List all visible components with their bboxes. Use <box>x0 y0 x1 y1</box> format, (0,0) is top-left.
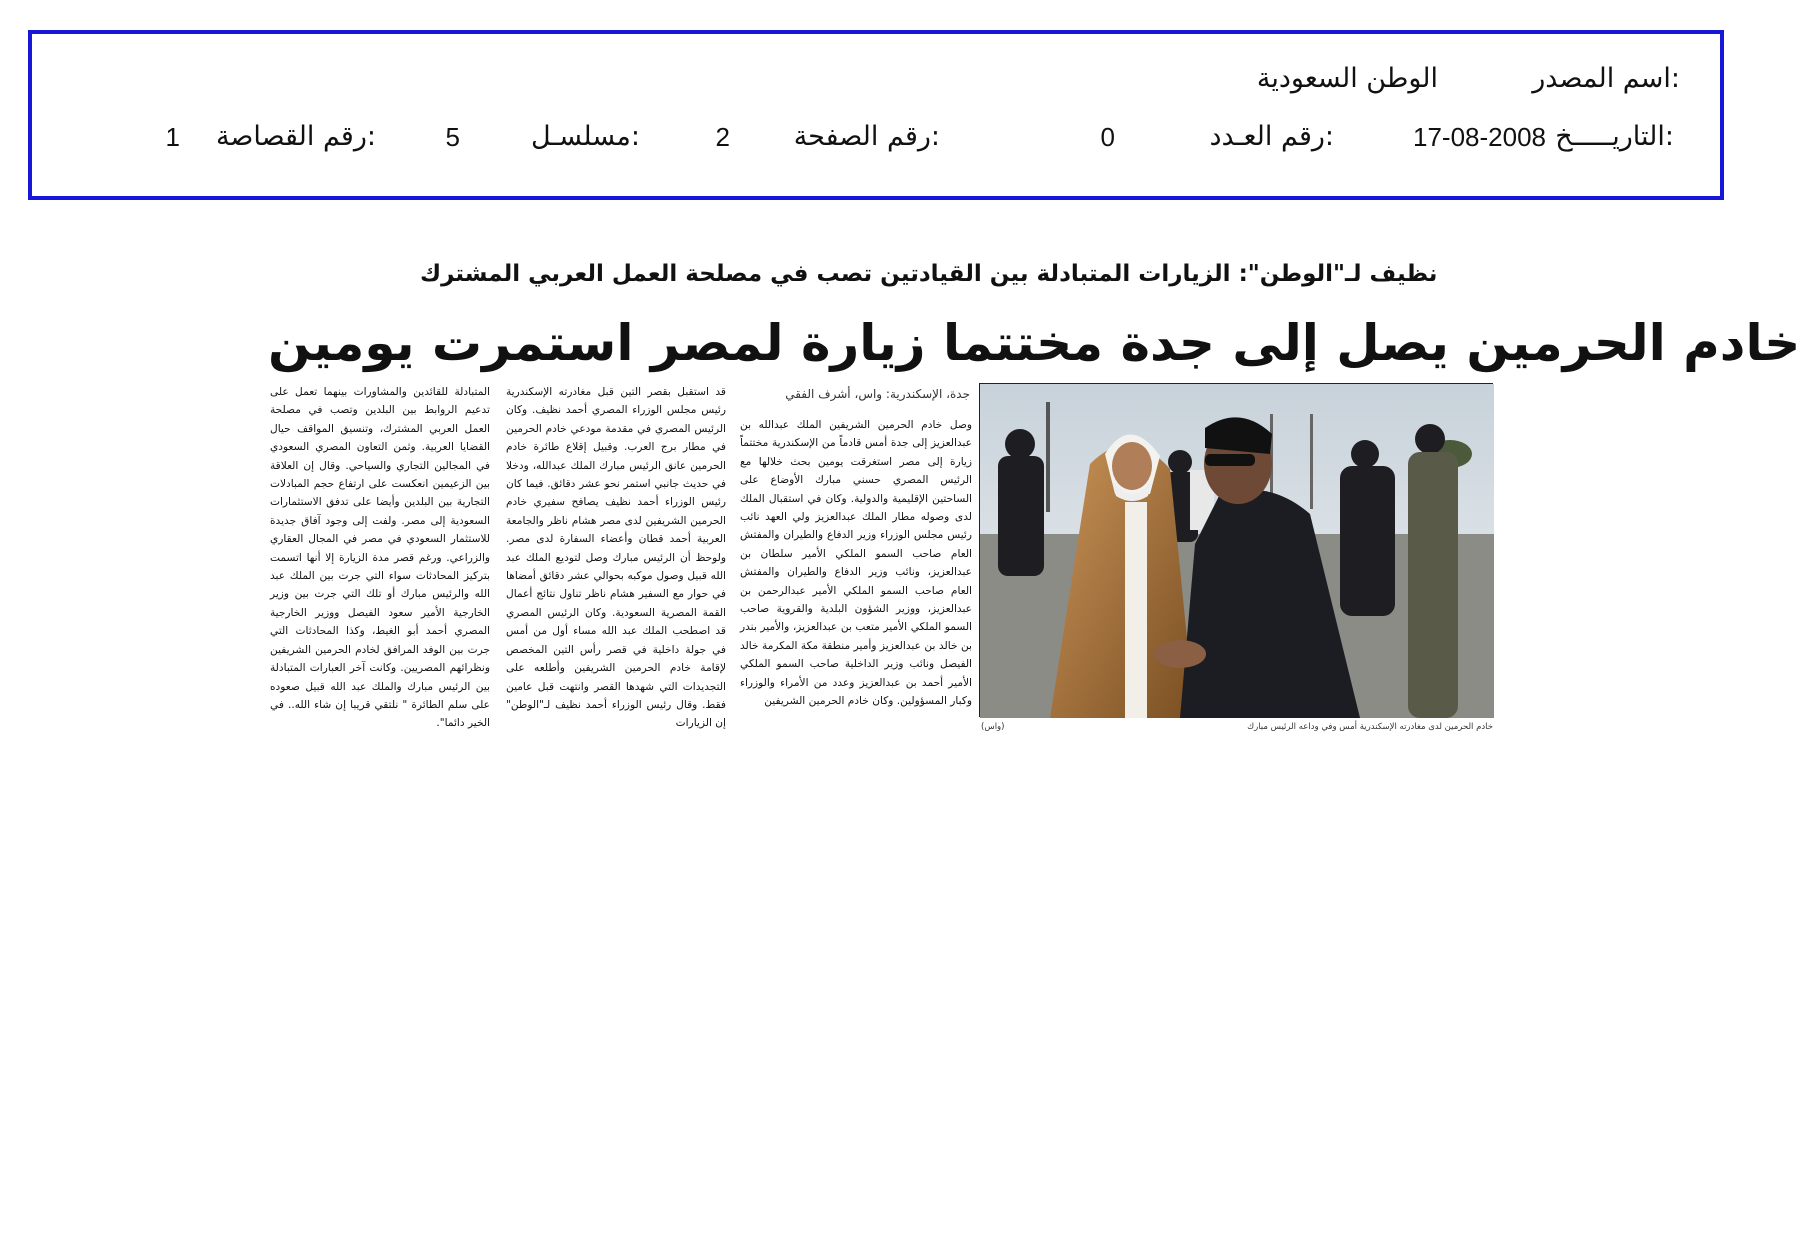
page-label: رقم الصفحة: <box>793 121 940 152</box>
serial-value: 5 <box>445 122 460 152</box>
article-column-2: قد استقبل بقصر التين قبل مغادرته الإسكندرية رئيس مجلس الوزراء المصري أحمد نظيف. وكان الرئيس المصري في مقدمة مودعي خادم الحرمين في مطار برج العرب. وقبيل إقلاع طائرة خادم الحرمين عانق الرئيس مبارك الملك عبدالله، ودخلا في حديث جانبي استمر نحو عشر دقائق. فيما كان رئيس الوزراء أحمد نظيف يصافح سفيري خادم الحرمين الشريفين لدى مصر هشام ناظر والجامعة العربية أحمد قطان وأعضاء السفارة لدى مصر. ولوحظ أن الرئيس مبارك وصل لتوديع الملك عبد الله قبيل وصول موكبه بحوالي عشر دقائق أمضاها في حوار مع السفير هشام ناظر تناول نتائج أعمال القمة المصرية السعودية. وكان الرئيس المصري قد اصطحب الملك عبد الله مساء أول من أمس في جولة داخلية في قصر رأس التين المخصص لإقامة خادم الحرمين الشريفين وأطلعه على التجديدات التي شهدها القصر وانتهت قبل عامين فقط. وقال رئيس الوزراء أحمد نظيف لـ"الوطن" إن الزيارات <box>506 386 726 730</box>
photo-credit: (واس) <box>981 722 1005 732</box>
news-photo-image <box>980 384 1494 718</box>
photo-caption-line <box>979 719 1493 735</box>
source-value: الوطن السعودية <box>1256 63 1438 94</box>
date-value: 17-08-2008 <box>1413 122 1546 152</box>
article-column-1: وصل خادم الحرمين الشريفين الملك عبدالله بن عبدالعزيز إلى جدة أمس قادماً من الإسكندرية مختتماً زيارة إلى مصر استغرقت يومين بحث خلالها مع الرئيس المصري حسني مبارك الأوضاع على الساحتين الإقليمية والدولية. وكان في استقبال الملك لدى وصوله مطار الملك عبدالعزيز ولي العهد نائب رئيس مجلس الوزراء وزير الدفاع والطيران والمفتش العام صاحب السمو الملكي الأمير سلطان بن عبدالعزيز، ونائب وزير الدفاع والطيران والمفتش العام صاحب السمو الملكي الأمير عبدالرحمن بن عبدالعزيز، ووزير الشؤون البلدية والقروية صاحب السمو الملكي الأمير متعب بن عبدالعزيز، والأمير بندر بن خالد بن عبدالعزيز وأمير منطقة مكة المكرمة خالد الفيصل ونائب وزير الداخلية صاحب السمو الملكي الأمير أحمد بن عبدالعزيز وعدد من الأمراء والوزراء وكبار المسؤولين. وكان خادم الحرمين الشريفين <box>740 419 972 708</box>
clip-label: رقم القصاصة: <box>215 121 376 152</box>
issue-label: رقم العـدد: <box>1209 121 1334 152</box>
photo-caption: خادم الحرمين لدى مغادرته الإسكندرية أمس وفي وداعه الرئيس مبارك <box>1247 722 1493 732</box>
page-value: 2 <box>715 122 730 152</box>
serial-label: مسلسـل: <box>530 121 640 152</box>
source-label: اسم المصدر: <box>1532 63 1680 94</box>
news-photo <box>979 383 1493 717</box>
issue-value: 0 <box>1100 122 1115 152</box>
date-label: التاريـــــخ: <box>1555 121 1674 152</box>
article-headline: خادم الحرمين يصل إلى جدة مختتما زيارة لمصر استمرت يومين <box>268 314 1800 372</box>
article-dateline: جدة، الإسكندرية: واس، أشرف الفقي <box>785 387 970 401</box>
clip-value: 1 <box>165 122 180 152</box>
article-subheadline: نظيف لـ"الوطن": الزيارات المتبادلة بين القيادتين تصب في مصلحة العمل العربي المشترك <box>420 261 1438 287</box>
article-column-3: المتبادلة للقائدين والمشاورات بينهما تعمل على تدعيم الروابط بين البلدين وتصب في مصلحة العمل العربي المشترك، وتنسيق المواقف حيال القضايا العربية. وثمن التعاون المصري السعودي في المجالين التجاري والسياحي. وقال إن العلاقة بين الزعيمين انعكست على ارتفاع حجم المبادلات التجارية بين البلدين وأيضا على تدفق الاستثمارات السعودية إلى مصر. ولفت إلى وجود آفاق جديدة للاستثمار السعودي في مصر في المجال العقاري والزراعي. ورغم قصر مدة الزيارة إلا أنها اتسمت بتركيز المحادثات سواء التي جرت بين الملك عبد الله والرئيس مبارك أو تلك التي جرت بين وزير الخارجية الأمير سعود الفيصل ووزير الخارجية المصري أحمد أبو الغيط، وكذا المحادثات التي جرت بين الوفد المرافق لخادم الحرمين الشريفين ونظرائهم المصريين. وكانت آخر العبارات المتبادلة بين الرئيس مبارك والملك عبد الله قبيل صعوده على سلم الطائرة " نلتقي قريبا إن شاء الله.. في الخير دائما". <box>270 386 490 730</box>
